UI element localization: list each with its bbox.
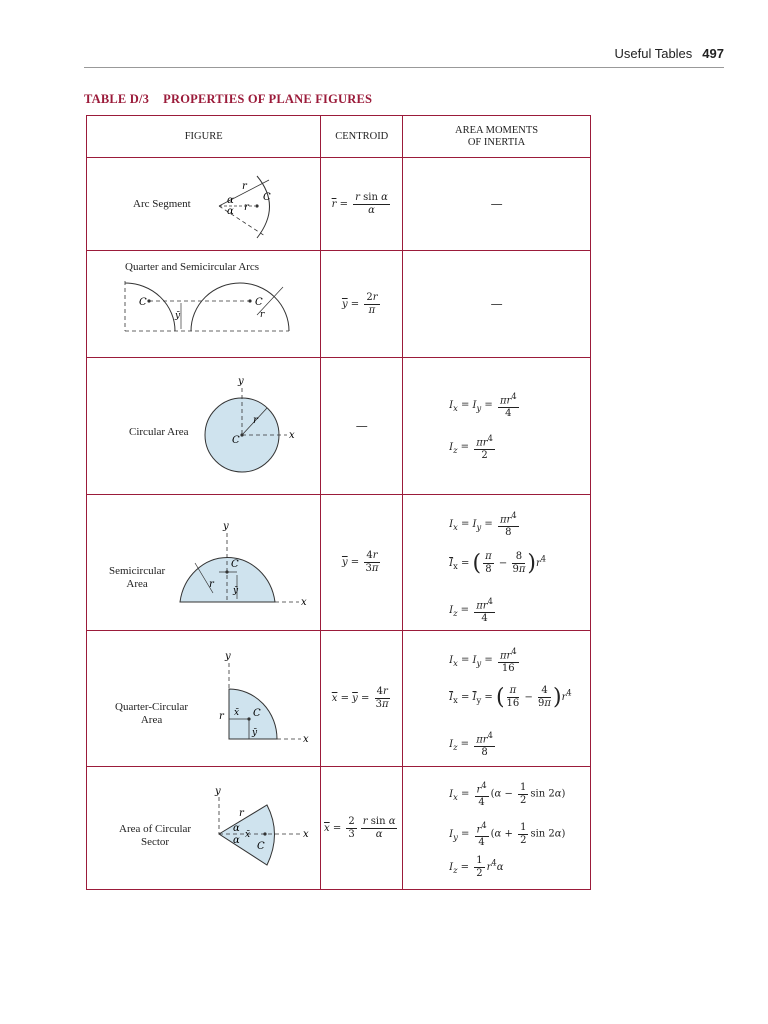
col-moments-l2: OF INERTIA — [467, 136, 526, 148]
svg-text:C: C — [139, 297, 147, 308]
moments-quarter-circular-area — [403, 631, 591, 767]
col-centroid: CENTROID — [321, 116, 403, 158]
moments-value: — — [490, 197, 503, 211]
svg-text:α: α — [233, 823, 240, 834]
moment-iz: $I_z$ = $\frac{\pi r^4}{2}$ — [449, 433, 493, 462]
header-rule — [84, 67, 724, 68]
moment-ix-bar: $\overline{I}_x$ = ( $\frac{\pi}{8}$ − $\frac{8}{9\pi}$ )$r^4$ — [449, 551, 547, 576]
svg-text:C: C — [253, 708, 261, 719]
svg-text:C: C — [263, 192, 271, 203]
table-header-row — [87, 116, 591, 158]
moment-iy: $I_y$ = $\frac{r^4}{4}$ (α + $\frac{1}{2}$ sin 2α) — [449, 820, 566, 849]
moment-ixy: $I_x = I_y$ = $\frac{\pi r^4}{4}$ — [449, 391, 517, 420]
moments-circular-sector — [403, 767, 591, 890]
svg-text:α: α — [227, 195, 234, 206]
figure-circular-sector — [87, 767, 321, 890]
table-title — [84, 92, 372, 107]
arcs-diagram — [87, 251, 322, 358]
svg-text:α: α — [227, 206, 234, 217]
figure-label: Arc Segment — [133, 198, 191, 210]
table-id: TABLE D/3 — [84, 92, 150, 106]
header-section: Useful Tables — [614, 46, 693, 61]
svg-text:C: C — [255, 297, 263, 308]
svg-text:r: r — [242, 181, 247, 192]
centroid-circular-sector: $\overline{x}$ = $\frac{2}{3}$ $\frac{\text{r sin α}}{\alpha}$ — [321, 767, 403, 890]
svg-text:C: C — [232, 435, 240, 446]
svg-text:y: y — [238, 376, 244, 387]
svg-text:x: x — [301, 597, 307, 608]
moment-iz: $I_z$ = $\frac{\pi r^4}{4}$ — [449, 596, 493, 625]
figure-quarter-circular-area — [87, 631, 321, 767]
moments-semicircular-area — [403, 495, 591, 631]
label-line2: Area — [140, 714, 163, 726]
label-line1: Quarter-Circular — [115, 701, 189, 713]
svg-text:r: r — [260, 310, 265, 320]
figure-semicircular-area — [87, 495, 321, 631]
table-row — [87, 158, 591, 251]
svg-text:r: r — [253, 415, 258, 426]
svg-text:r: r — [239, 808, 244, 819]
moment-iz: $I_z$ = $\frac{\pi r^4}{8}$ — [449, 730, 493, 759]
arc-segment-diagram — [87, 158, 322, 251]
svg-text:x: x — [303, 734, 309, 745]
table-row — [87, 358, 591, 495]
table-row — [87, 495, 591, 631]
moment-ixy: $I_x = I_y$ = $\frac{\pi r^4}{16}$ — [449, 646, 517, 675]
svg-text:C: C — [257, 841, 265, 852]
centroid-quarter-circular-area: $\overline{x} = \overline{y}$ = $\frac{4r}{3\pi}$ — [321, 631, 403, 767]
semicircular-area-diagram — [87, 495, 322, 631]
svg-text:α: α — [233, 835, 240, 846]
figure-label: Circular Area — [129, 426, 189, 438]
svg-text:y: y — [223, 521, 229, 532]
circular-sector-diagram — [87, 767, 322, 890]
col-moments — [403, 116, 591, 158]
centroid-semicircular-area: $\overline{y}$ = $\frac{4r}{3\pi}$ — [321, 495, 403, 631]
figure-arcs — [87, 251, 321, 358]
svg-text:ȳ: ȳ — [252, 728, 258, 738]
svg-text:x̄: x̄ — [234, 708, 240, 718]
centroid-arc-segment: $\overline{r}$ = $\frac{\text{r sin α}}{\alpha}$ — [321, 158, 403, 251]
svg-text:C: C — [231, 559, 239, 570]
col-moments-l1: AREA MOMENTS — [454, 124, 539, 136]
quarter-circular-area-diagram — [87, 631, 322, 767]
svg-text:x̄: x̄ — [245, 830, 251, 840]
svg-text:r: r — [219, 711, 224, 722]
label-line1: Area of Circular — [119, 823, 192, 835]
svg-text:r: r — [244, 202, 249, 213]
label-line2: Sector — [140, 836, 170, 848]
table-row — [87, 767, 591, 890]
col-figure: FIGURE — [87, 116, 321, 158]
label-line1: Semicircular — [109, 565, 166, 577]
centroid-circular-area — [321, 358, 403, 495]
svg-text:y: y — [225, 651, 231, 662]
moment-ix: $I_x$ = $\frac{r^4}{4}$ (α − $\frac{1}{2}$ sin 2α) — [449, 780, 566, 809]
svg-text:x: x — [303, 829, 309, 840]
running-header — [84, 46, 724, 66]
moments-value: — — [490, 297, 503, 311]
figure-arc-segment — [87, 158, 321, 251]
table-row — [87, 251, 591, 358]
centroid-value: — — [355, 419, 368, 433]
moment-ixy-bar: $\overline{I}_x = \overline{I}_y$ = ( $\frac{\pi}{16}$ − $\frac{4}{9\pi}$ )$r^4$ — [449, 685, 572, 710]
centroid-arcs: $\overline{y}$ = $\frac{2r}{\pi}$ — [321, 251, 403, 358]
moments-circular-area — [403, 358, 591, 495]
moments-arc-segment — [403, 158, 591, 251]
properties-table — [86, 115, 591, 890]
table-name: PROPERTIES OF PLANE FIGURES — [163, 92, 373, 106]
table-row — [87, 631, 591, 767]
svg-text:ȳ: ȳ — [175, 311, 181, 321]
figure-circular-area — [87, 358, 321, 495]
svg-text:x: x — [289, 430, 295, 441]
svg-text:ȳ: ȳ — [233, 586, 239, 596]
moments-arcs — [403, 251, 591, 358]
label-line2: Area — [126, 578, 148, 590]
figure-label: Quarter and Semicircular Arcs — [125, 261, 260, 273]
circular-area-diagram — [87, 358, 322, 495]
svg-text:r: r — [209, 579, 214, 590]
moment-ixy: $I_x = I_y$ = $\frac{\pi r^4}{8}$ — [449, 510, 517, 539]
moment-iz: $I_z$ = $\frac{1}{2}$ $r^4\alpha$ — [449, 855, 504, 879]
svg-text:y: y — [215, 786, 221, 797]
page-number: 497 — [702, 46, 724, 61]
